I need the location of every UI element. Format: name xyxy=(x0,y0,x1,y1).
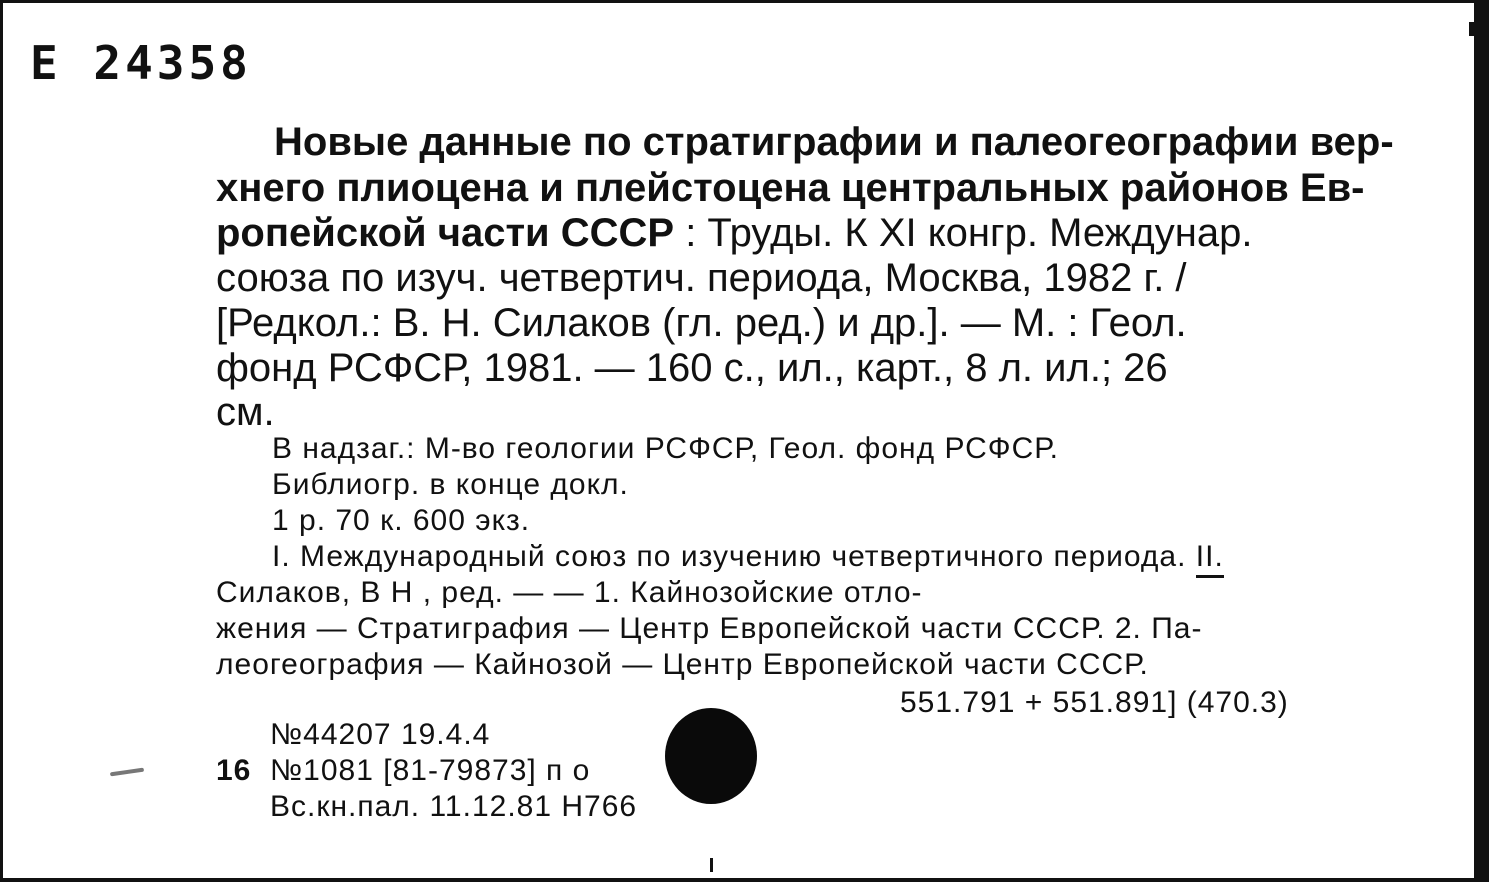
title-regular-4: союза по изуч. четвертич. периода, Москва, 1982 г. / xyxy=(216,256,1187,300)
subjects-line-1-underlined: II. xyxy=(1196,540,1224,578)
classification-index: 551.791 + 551.891] (470.3) xyxy=(900,686,1289,719)
footer-line-3: Вс.кн.пал. 11.12.81 Н766 xyxy=(270,790,638,823)
call-number: Е 24358 xyxy=(30,36,252,90)
title-regular-5: [Редкол.: В. Н. Силаков (гл. ред.) и др.]. — М. : Геол. xyxy=(216,301,1187,345)
title-line-7 xyxy=(216,390,275,434)
speck-mark xyxy=(710,858,713,872)
title-bold-1: Новые данные по стратиграфии и палеогеографии вер- xyxy=(274,120,1394,164)
title-bold-3: ропейской части СССР xyxy=(216,211,675,255)
title-line-5 xyxy=(216,301,1187,345)
title-line-6 xyxy=(216,346,1168,390)
footer-line-1: №44207 19.4.4 xyxy=(270,718,491,751)
title-line-4 xyxy=(216,256,1187,300)
subjects-line-1 xyxy=(272,540,1224,574)
footer-prefix: 16 xyxy=(216,754,252,787)
card-top-border xyxy=(0,0,1489,3)
title-regular-3: : Труды. К XI конгр. Междунар. xyxy=(674,211,1253,255)
note-line-3: 1 р. 70 к. 600 экз. xyxy=(272,504,531,537)
title-line-1 xyxy=(274,120,1394,164)
subjects-line-4: леогеография — Кайнозой — Центр Европейской части СССР. xyxy=(216,648,1149,681)
note-line-1: В надзаг.: М-во геологии РСФСР, Геол. фонд РСФСР. xyxy=(272,432,1059,465)
subjects-line-1-text: I. Международный союз по изучению четвертичного периода. xyxy=(272,540,1196,573)
smudge-mark xyxy=(110,768,144,777)
ink-blot xyxy=(665,708,757,804)
card-bottom-border xyxy=(0,878,1489,882)
title-regular-7: см. xyxy=(216,390,275,434)
card-right-border xyxy=(1477,0,1489,882)
card-corner-mark xyxy=(1469,22,1475,36)
title-line-2 xyxy=(216,166,1365,210)
title-bold-2: хнего плиоцена и плейстоцена центральных районов Ев- xyxy=(216,166,1365,210)
note-line-2: Библиогр. в конце докл. xyxy=(272,468,629,501)
title-line-3 xyxy=(216,211,1252,255)
subjects-line-3: жения — Стратиграфия — Центр Европейской части СССР. 2. Па- xyxy=(216,612,1203,645)
subjects-line-2: Силаков, В Н , ред. — — 1. Кайнозойские отло- xyxy=(216,576,923,609)
footer-line-2: №1081 [81-79873] п о xyxy=(270,754,591,787)
card-right-inner-border xyxy=(1474,0,1477,882)
title-regular-6: фонд РСФСР, 1981. — 160 с., ил., карт., 8 л. ил.; 26 xyxy=(216,346,1168,390)
card-left-border xyxy=(0,0,3,882)
